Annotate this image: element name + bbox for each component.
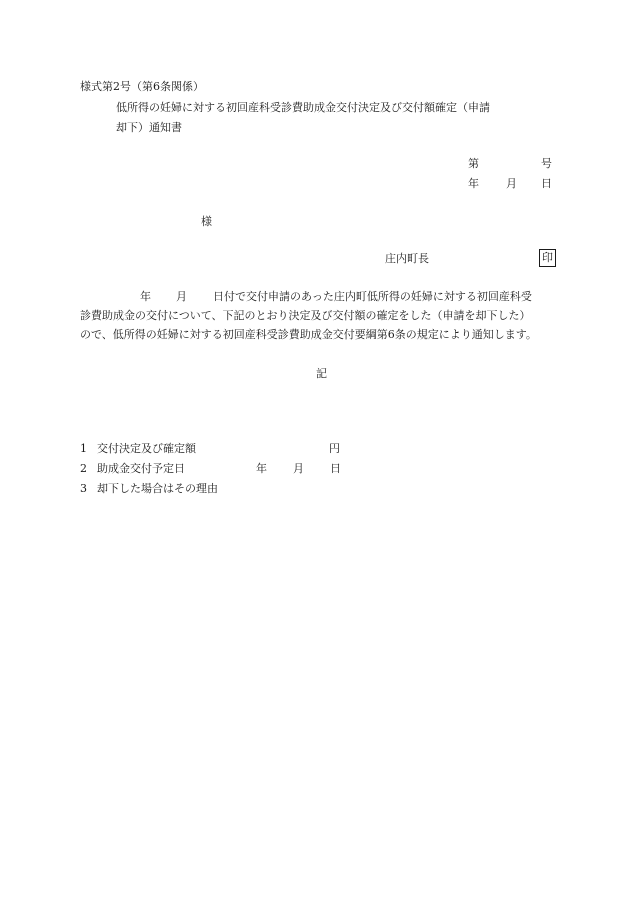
item-1-label: 交付決定及び確定額 <box>97 442 196 455</box>
ki-heading: 記 <box>316 367 327 380</box>
item-2-month: 月 <box>293 462 304 475</box>
item-2-label: 助成金交付予定日 <box>97 462 185 475</box>
item-3-number: 3 <box>80 482 87 495</box>
body-line1: 日付で交付申請のあった庄内町低所得の妊婦に対する初回産科受 <box>213 290 532 303</box>
body-month: 月 <box>176 290 187 303</box>
document-title-line2: 却下）通知書 <box>116 121 182 134</box>
item-2-number: 2 <box>80 462 87 475</box>
body-year: 年 <box>140 290 151 303</box>
form-number: 様式第2号（第6条関係） <box>80 80 204 93</box>
issuer-title: 庄内町長 <box>385 252 429 265</box>
addressee-honorific: 様 <box>201 215 212 228</box>
item-1-number: 1 <box>80 442 87 455</box>
item-2-day: 日 <box>330 462 341 475</box>
seal-mark: 印 <box>539 249 556 267</box>
body-line3: ので、低所得の妊婦に対する初回産科受診費助成金交付要綱第6条の規定により通知します。 <box>80 328 537 341</box>
document-title-line1: 低所得の妊婦に対する初回産科受診費助成金交付決定及び交付額確定（申請 <box>116 101 490 114</box>
document-number-suffix: 号 <box>541 157 552 170</box>
date-year: 年 <box>468 177 479 190</box>
item-2-year: 年 <box>256 462 267 475</box>
date-day: 日 <box>541 177 552 190</box>
item-1-unit: 円 <box>329 442 340 455</box>
item-3-label: 却下した場合はその理由 <box>97 482 218 495</box>
body-line2: 診費助成金の交付について、下記のとおり決定及び交付額の確定をした（申請を却下した） <box>80 309 531 322</box>
date-month: 月 <box>506 177 517 190</box>
document-number-prefix: 第 <box>468 157 479 170</box>
